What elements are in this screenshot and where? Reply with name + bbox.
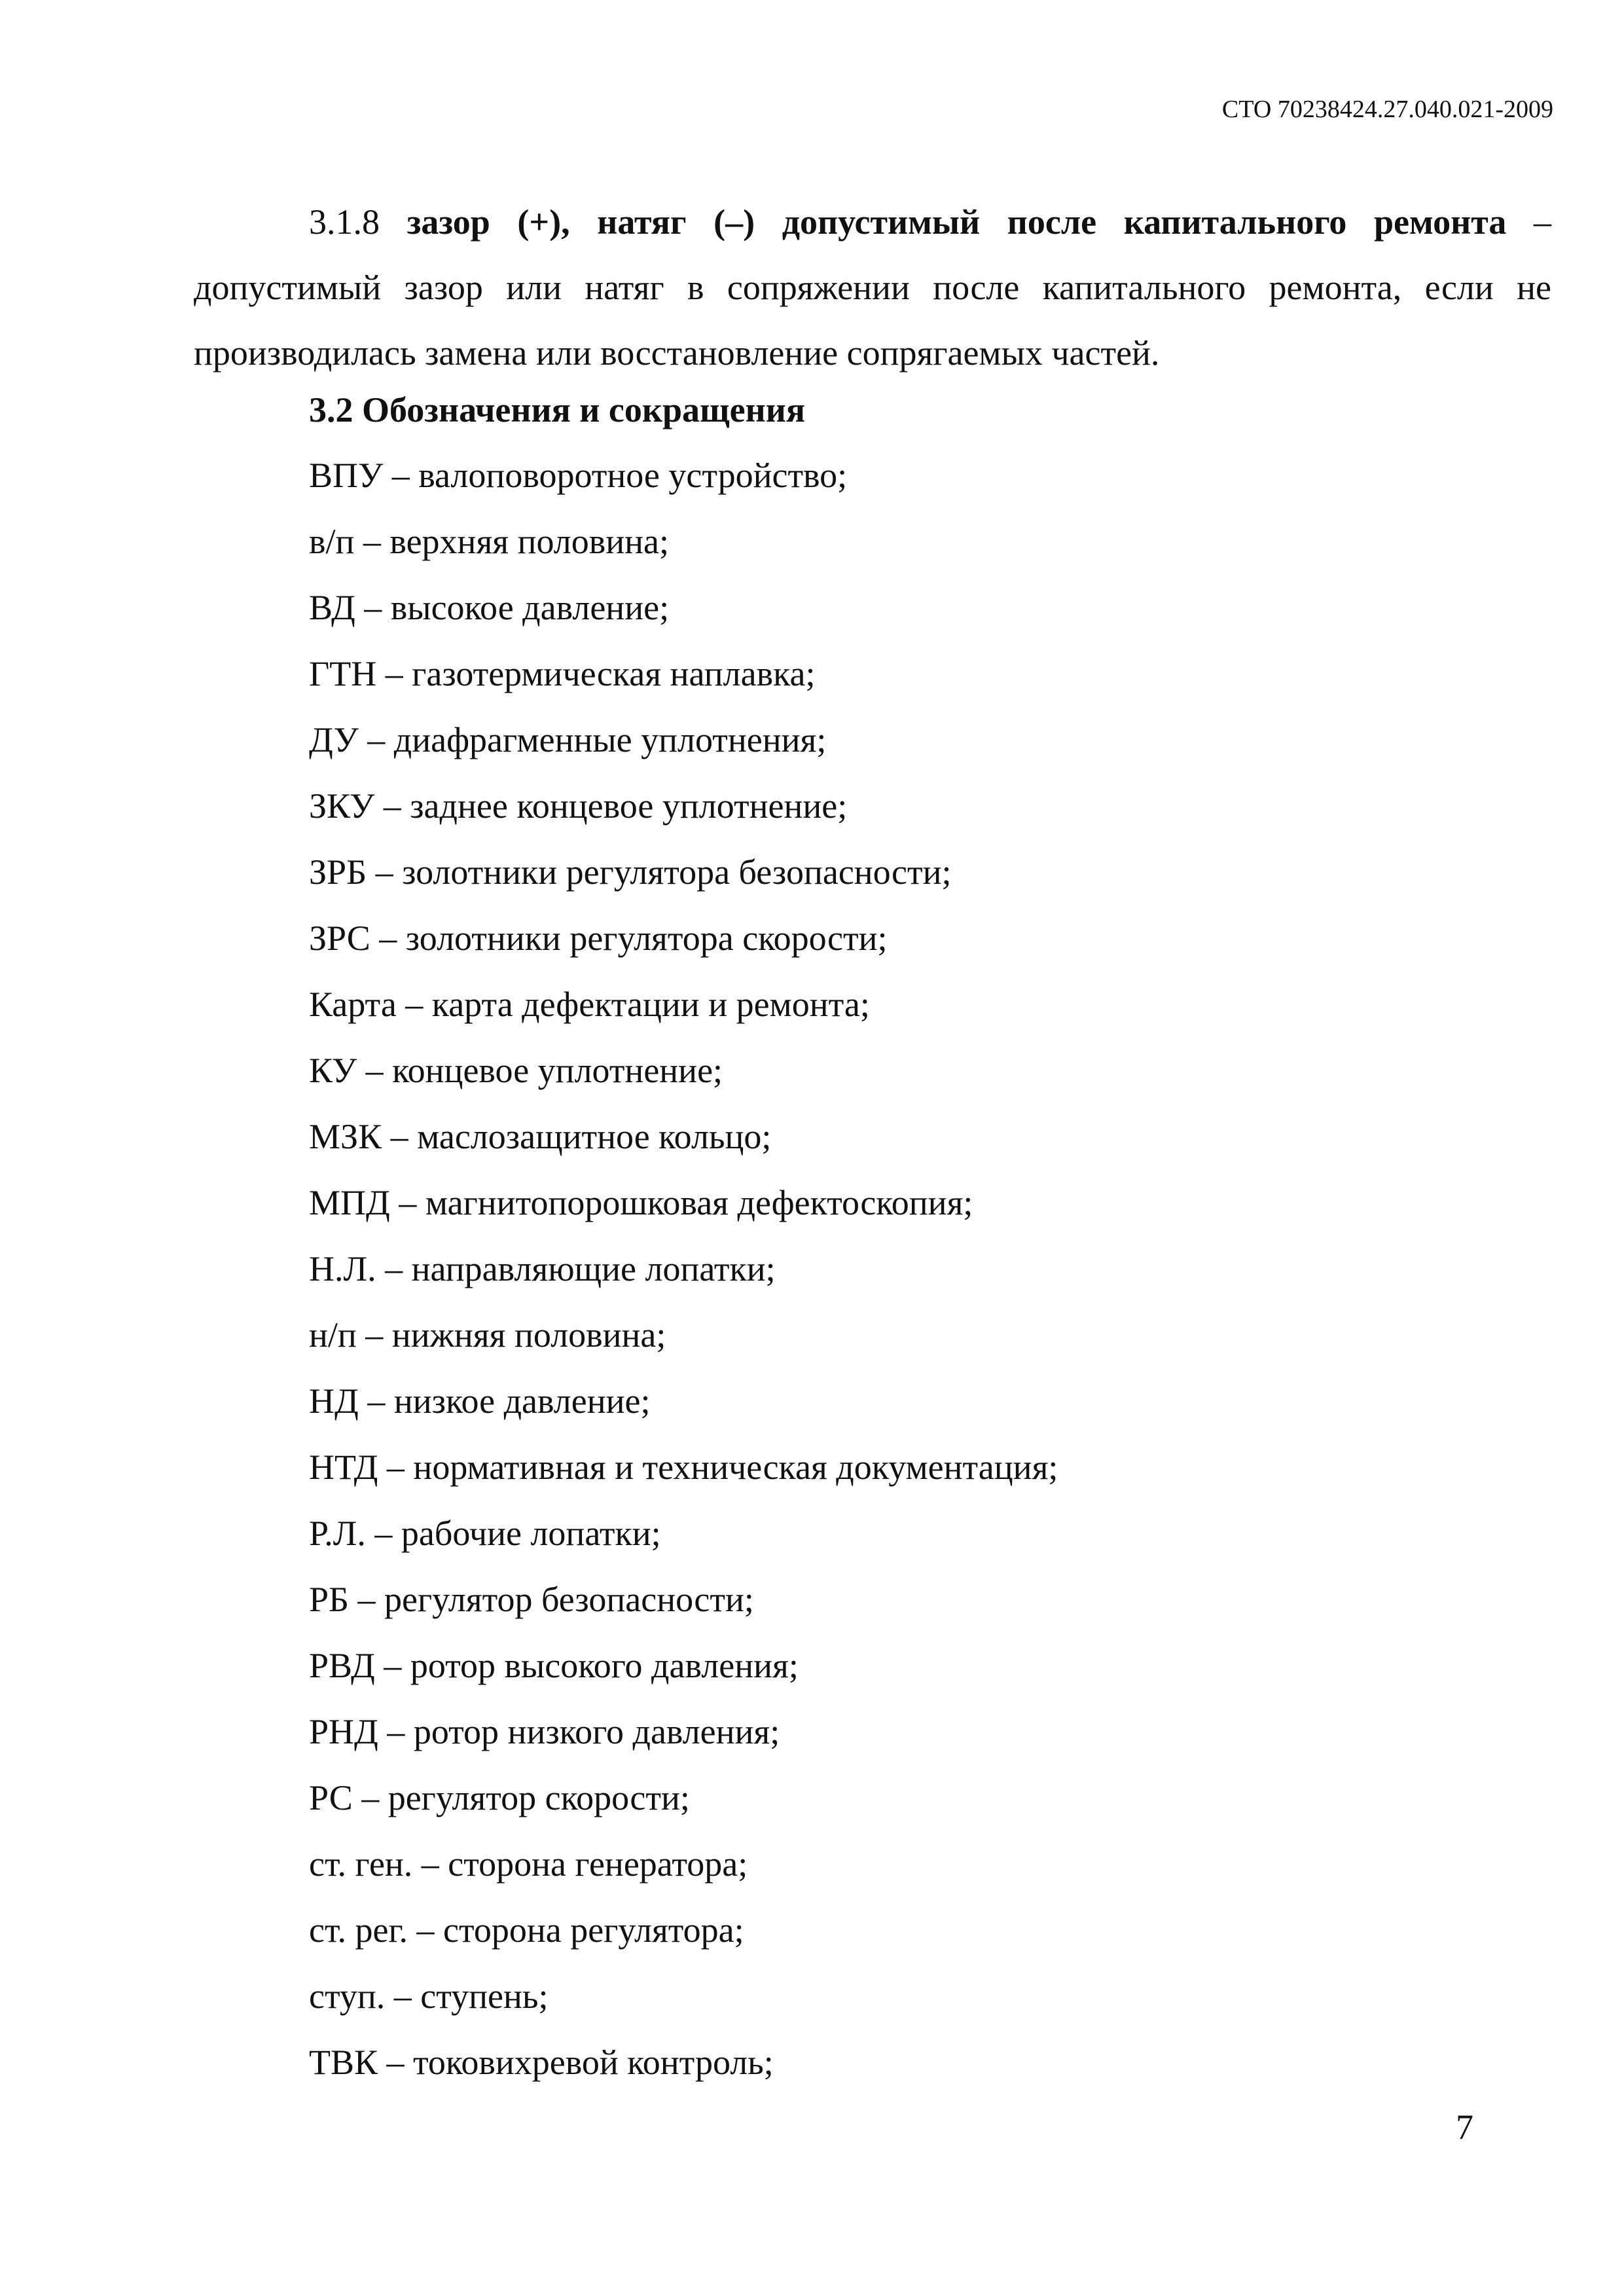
defined-term: зазор (+), натяг (–) допустимый после капитального ремонта — [406, 202, 1507, 242]
abbreviation-item: ЗКУ – заднее концевое уплотнение; — [309, 786, 848, 826]
abbreviation-item: РС – регулятор скорости; — [309, 1778, 690, 1817]
abbreviation-item: ступ. – ступень; — [309, 1977, 549, 2016]
abbreviation-item: ГТН – газотермическая наплавка; — [309, 654, 816, 693]
abbreviation-item: в/п – верхняя половина; — [309, 522, 670, 561]
abbreviation-item: ВД – высокое давление; — [309, 588, 670, 627]
abbreviation-item: РБ – регулятор безопасности; — [309, 1580, 754, 1619]
abbreviation-item: ВПУ – валоповоротное устройство; — [309, 456, 848, 495]
abbreviation-item: РВД – ротор высокого давления; — [309, 1646, 799, 1685]
abbreviation-item: ЗРС – золотники регулятора скорости; — [309, 919, 888, 958]
abbreviation-item: МЗК – маслозащитное кольцо; — [309, 1117, 772, 1156]
abbreviation-item: н/п – нижняя половина; — [309, 1315, 666, 1355]
abbreviation-item: ст. рег. – сторона регулятора; — [309, 1910, 744, 1950]
abbreviation-item: ст. ген. – сторона генератора; — [309, 1844, 748, 1884]
abbreviation-item: ЗРБ – золотники регулятора безопасности; — [309, 852, 952, 892]
abbreviation-item: Н.Л. – направляющие лопатки; — [309, 1249, 776, 1288]
definition-paragraph-3-1-8 — [194, 189, 1551, 386]
abbreviation-item: Карта – карта дефектации и ремонта; — [309, 985, 870, 1024]
document-code-header: СТО 70238424.27.040.021-2009 — [1221, 96, 1553, 123]
abbreviation-item: РНД – ротор низкого давления; — [309, 1712, 780, 1751]
abbreviation-item: КУ – концевое уплотнение; — [309, 1051, 723, 1090]
term-definition: – допустимый зазор или натяг в сопряжении после капитального ремонта, если не производилась замена или восстановление сопрягаемых частей. — [194, 202, 1552, 373]
abbreviation-item: ТВК – токовихревой контроль; — [309, 2043, 774, 2082]
abbreviation-item: ДУ – диафрагменные уплотнения; — [309, 720, 827, 759]
abbreviation-item: НД – низкое давление; — [309, 1381, 651, 1421]
section-heading: 3.2 Обозначения и сокращения — [309, 390, 806, 429]
clause-number: 3.1.8 — [309, 202, 380, 242]
page-number: 7 — [1456, 2107, 1473, 2147]
abbreviation-item: НТД – нормативная и техническая документация; — [309, 1448, 1058, 1487]
abbreviation-item: Р.Л. – рабочие лопатки; — [309, 1514, 661, 1553]
abbreviation-item: МПД – магнитопорошковая дефектоскопия; — [309, 1183, 973, 1222]
abbreviations-list — [309, 454, 1058, 2107]
